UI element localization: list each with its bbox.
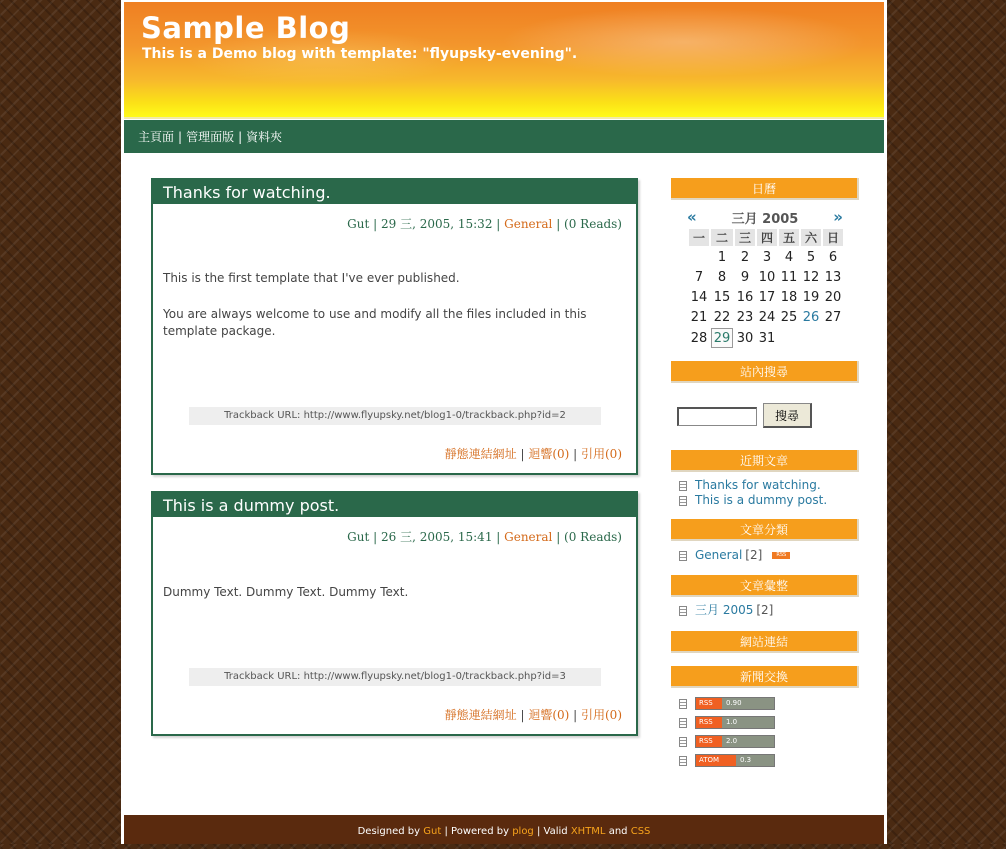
post-card bbox=[151, 491, 638, 736]
calendar-weekday: 二 bbox=[711, 229, 733, 246]
post-paragraph: You are always welcome to use and modify all the files included in this template package. bbox=[163, 307, 587, 338]
rss-090-badge[interactable] bbox=[695, 697, 775, 710]
calendar-month: 三月 2005 bbox=[731, 211, 799, 227]
calendar-day bbox=[779, 328, 799, 348]
calendar-day: 22 bbox=[713, 309, 731, 325]
list-item bbox=[679, 603, 773, 618]
permalink-link[interactable]: 靜態連結網址 bbox=[444, 708, 517, 722]
rss-badge-icon[interactable]: RSS bbox=[772, 552, 790, 559]
document-icon bbox=[679, 551, 687, 561]
document-icon bbox=[679, 496, 687, 506]
footer-separator: | bbox=[536, 826, 541, 837]
calendar-day: 9 bbox=[740, 269, 750, 285]
calendar-table bbox=[687, 227, 845, 350]
calendar-weekday: 一 bbox=[689, 229, 709, 246]
nav-admin-link[interactable]: 管理面版 bbox=[186, 130, 235, 144]
trackbacks-link[interactable]: 引用(0) bbox=[581, 708, 622, 722]
calendar-day: 20 bbox=[824, 289, 842, 305]
calendar-day-link[interactable]: 26 bbox=[802, 309, 820, 325]
calendar-weekday: 四 bbox=[757, 229, 777, 246]
post-date: 29 三, 2005, 15:32 bbox=[380, 217, 493, 231]
calendar-day: 27 bbox=[824, 309, 842, 325]
calendar-day: 15 bbox=[713, 289, 731, 305]
post-body bbox=[163, 584, 622, 620]
calendar-week bbox=[689, 288, 843, 306]
calendar-day: 13 bbox=[824, 269, 842, 285]
post-card bbox=[151, 178, 638, 475]
post-reads: (0 Reads) bbox=[564, 217, 622, 231]
list-item bbox=[679, 732, 775, 751]
footer-designer-link[interactable]: Gut bbox=[423, 826, 442, 837]
calendar-week bbox=[689, 268, 843, 286]
calendar-weekday-row bbox=[689, 229, 843, 246]
archives-header: 文章彙整 bbox=[671, 575, 859, 597]
feed-badge-type: ATOM bbox=[696, 755, 736, 766]
categories-list bbox=[679, 548, 790, 563]
post-category-link[interactable]: General bbox=[504, 530, 553, 544]
category-count: [2] bbox=[745, 548, 763, 562]
calendar-nav bbox=[687, 208, 843, 226]
calendar-week bbox=[689, 328, 843, 348]
rss-10-badge[interactable] bbox=[695, 716, 775, 729]
search-header: 站內搜尋 bbox=[671, 361, 859, 383]
calendar-day: 2 bbox=[740, 249, 750, 265]
document-icon bbox=[679, 737, 687, 747]
calendar-prev-link[interactable]: « bbox=[687, 208, 697, 226]
list-item bbox=[679, 548, 790, 563]
nav-separator: | bbox=[178, 129, 183, 144]
feed-badge-version: 0.3 bbox=[736, 755, 774, 766]
feed-badge-version: 1.0 bbox=[722, 717, 774, 728]
list-item bbox=[679, 478, 827, 493]
permalink-link[interactable]: 靜態連結網址 bbox=[444, 447, 517, 461]
calendar-day: 12 bbox=[802, 269, 820, 285]
feeds-header: 新聞交換 bbox=[671, 666, 859, 688]
categories-header: 文章分類 bbox=[671, 519, 859, 541]
calendar-day: 21 bbox=[690, 309, 708, 325]
calendar-day: 14 bbox=[690, 289, 708, 305]
calendar-next-link[interactable]: » bbox=[833, 208, 843, 226]
calendar-day bbox=[801, 328, 821, 348]
recent-posts-header: 近期文章 bbox=[671, 450, 859, 472]
calendar-day: 31 bbox=[758, 330, 776, 346]
calendar-day: 7 bbox=[694, 269, 704, 285]
post-meta: Gut | 29 三, 2005, 15:32 | General | (0 Reads) bbox=[347, 217, 622, 231]
footer-designed-label: Designed by bbox=[357, 826, 421, 837]
trackback-url: Trackback URL: http://www.flyupsky.net/blog1-0/trackback.php?id=3 bbox=[189, 668, 601, 686]
page bbox=[121, 0, 887, 844]
calendar-day: 24 bbox=[758, 309, 776, 325]
document-icon bbox=[679, 718, 687, 728]
list-item bbox=[679, 713, 775, 732]
calendar-day: 8 bbox=[717, 269, 727, 285]
calendar-day: 19 bbox=[802, 289, 820, 305]
post-title[interactable]: This is a dummy post. bbox=[153, 493, 636, 517]
blog-title[interactable]: Sample Blog bbox=[141, 11, 351, 45]
list-item bbox=[679, 751, 775, 770]
trackback-url: Trackback URL: http://www.flyupsky.net/blog1-0/trackback.php?id=2 bbox=[189, 407, 601, 425]
post-author[interactable]: Gut bbox=[347, 530, 370, 544]
footer-separator: | bbox=[444, 826, 448, 837]
calendar-weekday: 日 bbox=[823, 229, 843, 246]
calendar-week bbox=[689, 248, 843, 266]
calendar-day bbox=[823, 328, 843, 348]
feeds-list bbox=[679, 694, 775, 770]
calendar-weekday: 三 bbox=[735, 229, 755, 246]
feed-badge-type: RSS bbox=[696, 736, 722, 747]
feed-badge-version: 2.0 bbox=[722, 736, 774, 747]
feed-badge-type: RSS bbox=[696, 698, 722, 709]
calendar-day: 28 bbox=[690, 330, 708, 346]
calendar-day: 5 bbox=[806, 249, 816, 265]
document-icon bbox=[679, 756, 687, 766]
calendar-day: 3 bbox=[762, 249, 772, 265]
links-header: 網站連結 bbox=[671, 631, 859, 653]
archives-list bbox=[679, 603, 773, 618]
footer-and-label: and bbox=[608, 826, 628, 837]
search-button[interactable]: 搜尋 bbox=[763, 403, 812, 428]
calendar-day: 10 bbox=[758, 269, 776, 285]
document-icon bbox=[679, 606, 687, 616]
calendar-day: 23 bbox=[736, 309, 754, 325]
post-links: 靜態連結網址 | 迴響(0) | 引用(0) bbox=[444, 447, 622, 461]
footer-css-link[interactable]: CSS bbox=[630, 826, 651, 837]
calendar-week bbox=[689, 308, 843, 326]
comments-link[interactable]: 迴響(0) bbox=[528, 447, 570, 461]
post-date: 26 三, 2005, 15:41 bbox=[380, 530, 493, 544]
post-title[interactable]: Thanks for watching. bbox=[153, 180, 636, 204]
calendar-day: 25 bbox=[780, 309, 798, 325]
recent-post-link[interactable]: Thanks for watching. bbox=[695, 478, 821, 492]
calendar-weekday: 五 bbox=[779, 229, 799, 246]
calendar-day: 6 bbox=[828, 249, 838, 265]
search-input[interactable] bbox=[677, 407, 757, 426]
footer-valid-label: Valid bbox=[543, 826, 568, 837]
post-reads: (0 Reads) bbox=[564, 530, 622, 544]
document-icon bbox=[679, 699, 687, 709]
category-link[interactable]: General bbox=[695, 548, 743, 562]
calendar-day: 16 bbox=[736, 289, 754, 305]
archive-count: [2] bbox=[756, 603, 774, 617]
feed-badge-type: RSS bbox=[696, 717, 722, 728]
trackbacks-link[interactable]: 引用(0) bbox=[581, 447, 622, 461]
post-author[interactable]: Gut bbox=[347, 217, 370, 231]
rss-20-badge[interactable] bbox=[695, 735, 775, 748]
comments-link[interactable]: 迴響(0) bbox=[528, 708, 570, 722]
footer bbox=[124, 815, 884, 844]
calendar-day: 17 bbox=[758, 289, 776, 305]
footer-engine-link[interactable]: plog bbox=[512, 826, 534, 837]
archive-link[interactable]: 三月 2005 bbox=[695, 603, 754, 617]
document-icon bbox=[679, 481, 687, 491]
atom-03-badge[interactable] bbox=[695, 754, 775, 767]
list-item bbox=[679, 493, 827, 508]
post-links: 靜態連結網址 | 迴響(0) | 引用(0) bbox=[444, 708, 622, 722]
nav-separator: | bbox=[238, 129, 243, 144]
post-category-link[interactable]: General bbox=[504, 217, 553, 231]
calendar-header: 日曆 bbox=[671, 178, 859, 200]
footer-xhtml-link[interactable]: XHTML bbox=[570, 826, 606, 837]
calendar-day: 18 bbox=[780, 289, 798, 305]
calendar-day-today[interactable]: 29 bbox=[711, 328, 733, 348]
nav-bar bbox=[124, 120, 884, 153]
feed-badge-version: 0.90 bbox=[722, 698, 774, 709]
calendar-day: 4 bbox=[784, 249, 794, 265]
calendar-day: 11 bbox=[780, 269, 798, 285]
post-meta: Gut | 26 三, 2005, 15:41 | General | (0 Reads) bbox=[347, 530, 622, 544]
post-paragraph: Dummy Text. Dummy Text. Dummy Text. bbox=[163, 585, 409, 599]
recent-posts-list bbox=[679, 478, 827, 508]
footer-powered-label: Powered by bbox=[451, 826, 509, 837]
nav-folder-link[interactable]: 資料夾 bbox=[246, 130, 283, 144]
calendar-weekday: 六 bbox=[801, 229, 821, 246]
list-item bbox=[679, 694, 775, 713]
recent-post-link[interactable]: This is a dummy post. bbox=[695, 493, 828, 507]
calendar-day: 1 bbox=[717, 249, 727, 265]
calendar-day: 30 bbox=[736, 330, 754, 346]
post-body bbox=[163, 270, 622, 359]
header-banner bbox=[124, 2, 884, 119]
nav-home-link[interactable]: 主頁面 bbox=[138, 130, 175, 144]
calendar-day bbox=[689, 248, 709, 266]
post-paragraph: This is the first template that I've ever published. bbox=[163, 271, 460, 285]
blog-description: This is a Demo blog with template: "flyupsky-evening". bbox=[142, 46, 578, 62]
